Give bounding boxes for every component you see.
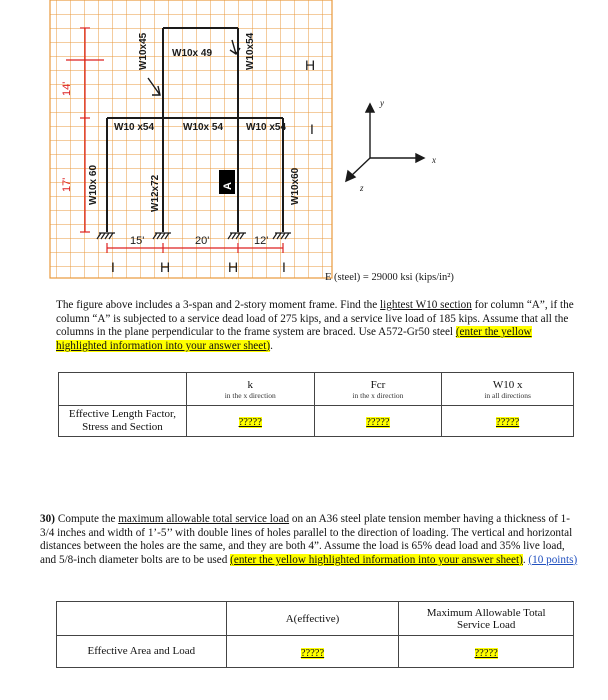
q29-head-fcr	[314, 373, 442, 406]
orient-mark-4: I	[282, 259, 286, 275]
label-col-left-bottom: W10x 60	[88, 164, 99, 205]
label-col-center-bottom: W12x72	[150, 174, 161, 212]
q30-head-load	[399, 602, 574, 636]
dim-span1: 15'	[130, 235, 145, 247]
q30-text-a: Compute the	[57, 513, 119, 525]
q29-head-k-main: k	[247, 378, 253, 391]
axis-z-label: z	[360, 183, 364, 193]
q30-text-b: maximum allowable total service load	[118, 513, 290, 525]
q30-points: (10 points)	[528, 553, 578, 566]
q29-head-k-sub: in the x direction	[224, 390, 276, 400]
label-col-right-top: W10x54	[245, 32, 256, 70]
dim-story-bottom: 17'	[61, 177, 73, 192]
label-beam-mid-center: W10x 54	[183, 122, 224, 133]
q29-answer-k[interactable]	[186, 406, 314, 437]
q30-paragraph	[40, 513, 580, 567]
q29-highlight: (enter the yellow highlighted information into your answer sheet)	[56, 326, 532, 352]
side-mark-1: H	[305, 57, 316, 73]
q29-head-w10	[442, 373, 574, 406]
q29-answer-fcr-value: ?????	[366, 417, 390, 428]
label-beam-mid-left: W10 x54	[114, 122, 155, 133]
label-col-left-top: W10x45	[138, 32, 149, 70]
q30-head-aeff-text: A(effective)	[285, 612, 340, 625]
q30-answer-load-value: ?????	[474, 647, 498, 659]
q29-answer-w10-value: ?????	[495, 417, 520, 428]
q30-head-load-2: Service Load	[457, 618, 516, 631]
q30-answer-load[interactable]	[399, 636, 574, 668]
dim-span2: 20'	[195, 235, 210, 247]
q29-answer-fcr[interactable]	[314, 406, 442, 437]
orient-mark-1: I	[111, 259, 115, 275]
q29-head-fcr-main: Fcr	[370, 378, 386, 391]
label-beam-mid-right: W10 x54	[246, 122, 287, 133]
modulus-note: E (steel) = 29000 ksi (kips/in²)	[325, 272, 454, 283]
q30-text-d: .	[522, 553, 529, 566]
axes-icon	[346, 104, 424, 181]
q30-answer-aeff-value: ?????	[300, 647, 325, 659]
grid-paper	[50, 0, 332, 278]
q29-text-b: lightest W10 section	[380, 299, 472, 311]
orient-mark-2: H	[160, 259, 171, 275]
q29-corner-cell	[59, 373, 187, 406]
q29-head-w10-sub: in all directions	[484, 390, 531, 400]
q29-row-label	[59, 406, 187, 437]
dim-span3: 12'	[254, 235, 269, 247]
side-mark-2: I	[310, 121, 314, 137]
q30-number: 30)	[40, 513, 55, 525]
q29-paragraph	[56, 299, 584, 353]
q29-head-w10-main: W10 x	[492, 378, 523, 391]
q29-answer-w10[interactable]	[442, 406, 574, 437]
column-a-label: A	[222, 182, 234, 190]
label-beam-top: W10x 49	[172, 48, 213, 59]
axis-x-label: x	[432, 155, 436, 165]
q30-row-label	[57, 636, 227, 668]
q29-row-label-1: Effective Length Factor,	[68, 408, 177, 420]
q30-answer-aeff[interactable]	[226, 636, 399, 668]
q29-table	[58, 372, 574, 437]
q29-text-a: The figure above includes a 3-span and 2-story moment frame. Find the	[56, 299, 381, 311]
orient-mark-3: H	[228, 259, 239, 275]
axis-y-label: y	[380, 98, 384, 108]
q30-table	[56, 601, 574, 668]
q29-row-label-2: Stress and Section	[82, 421, 163, 433]
label-col-right-bottom: W10x60	[290, 167, 301, 205]
q30-row-label-text: Effective Area and Load	[87, 645, 196, 657]
q29-text-c: for column “A”, if the column “A” is subjected to a service dead load of 275 kips, and a service live load of 185 kips. Assume that all the columns in the plane perpendicular to the frame system are braced. Use A572-Gr50 steel	[56, 299, 574, 339]
frame-sketch	[0, 0, 608, 300]
q29-answer-k-value: ?????	[238, 417, 262, 428]
q30-text-c: on an A36 steel plate tension member having a thickness of 1-3/4 inches and width of 1’-5’’ with double lines of holes parallel to the direction of loading. The vertical and horizontal distances between the holes are the same, and they are both 4”. Assume the load is 65% dead load and 35% live load, and 5/8-inch diameter bolts are to be used	[40, 513, 573, 566]
q29-text-end: .	[270, 339, 273, 352]
q30-highlight: (enter the yellow highlighted information into your answer sheet)	[230, 553, 523, 566]
q30-head-load-1: Maximum Allowable Total	[426, 606, 546, 619]
q30-corner-cell	[57, 602, 227, 636]
q30-head-aeff	[226, 602, 399, 636]
q29-head-fcr-sub: in the x direction	[352, 390, 404, 400]
q29-head-k	[186, 373, 314, 406]
dim-story-top: 14'	[61, 81, 73, 96]
